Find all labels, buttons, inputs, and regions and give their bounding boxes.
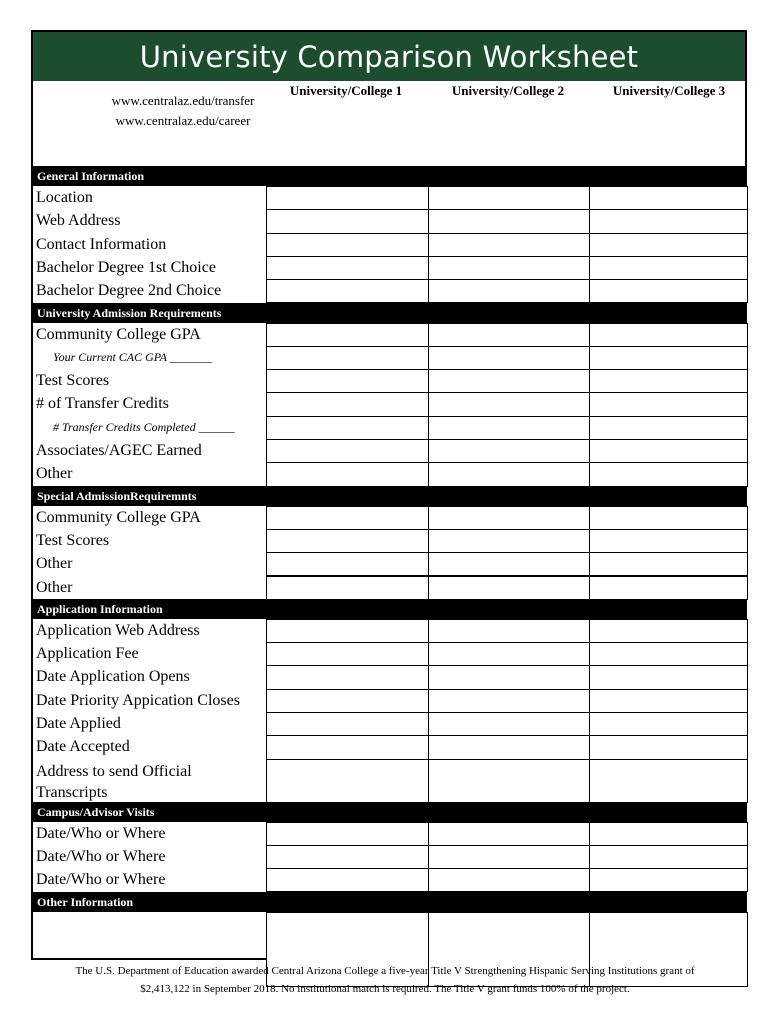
page-title: University Comparison Worksheet (33, 32, 745, 81)
input-cell-2[interactable] (428, 439, 590, 463)
row-label: # Transfer Credits Completed ______ (53, 419, 235, 434)
row-label: Community College GPA (36, 325, 201, 343)
section-header: Other Information (33, 892, 745, 912)
column-header-3: University/College 3 (612, 83, 726, 98)
input-cell-2[interactable] (428, 256, 590, 280)
input-cell-1[interactable] (266, 233, 429, 257)
transfer-link[interactable]: www.centralaz.edu/transfer (111, 93, 255, 108)
input-cell-1[interactable] (266, 256, 429, 280)
input-cell-3[interactable] (589, 506, 748, 530)
input-cell-1[interactable] (266, 439, 429, 463)
input-cell-1[interactable] (266, 323, 429, 347)
input-cell-1[interactable] (266, 392, 429, 416)
input-cell-2[interactable] (428, 576, 590, 600)
row-label: Date Applied (36, 715, 121, 732)
table-row (33, 552, 745, 575)
input-cell-3[interactable] (589, 665, 748, 689)
input-cell-1[interactable] (266, 416, 429, 440)
input-cell-1[interactable] (266, 462, 429, 486)
input-cell-1[interactable] (266, 845, 429, 869)
input-cell-2[interactable] (428, 845, 590, 869)
input-cell-2[interactable] (428, 279, 590, 303)
section-header: Application Information (33, 599, 745, 619)
input-cell-1[interactable] (266, 279, 429, 303)
table-row (33, 529, 745, 552)
input-cell-2[interactable] (428, 323, 590, 347)
input-cell-1[interactable] (266, 712, 429, 736)
input-cell-2[interactable] (428, 665, 590, 689)
input-cell-1[interactable] (266, 642, 429, 666)
column-header-2: University/College 2 (451, 83, 565, 98)
table-row (33, 845, 745, 868)
table-row (33, 868, 745, 891)
input-cell-2[interactable] (428, 233, 590, 257)
input-cell-1[interactable] (266, 689, 429, 713)
input-cell-3[interactable] (589, 279, 748, 303)
row-label: Test Scores (36, 531, 110, 549)
table-row (33, 323, 745, 346)
input-cell-3[interactable] (589, 369, 748, 393)
section-header: General Information (33, 166, 745, 186)
table-row (33, 346, 745, 369)
input-cell-1[interactable] (266, 822, 429, 846)
input-cell-2[interactable] (428, 552, 590, 576)
input-cell-3[interactable] (589, 392, 748, 416)
row-label: Date/Who or Where (36, 847, 166, 865)
input-cell-3[interactable] (589, 576, 748, 600)
row-label: Bachelor Degree 1st Choice (36, 258, 216, 276)
input-cell-1[interactable] (266, 186, 429, 210)
table-row (33, 665, 745, 688)
row-label: Associates/AGEC Earned (36, 442, 202, 459)
footer-line-2: $2,413,122 in September 2018. No institutional match is required. The Title V grant funds 100% of the project. (140, 983, 630, 995)
input-cell-3[interactable] (589, 233, 748, 257)
input-cell-2[interactable] (428, 529, 590, 553)
input-cell-3[interactable] (589, 845, 748, 869)
table-row (33, 392, 745, 415)
row-label: Address to send Official Transcripts (36, 762, 192, 801)
input-cell-2[interactable] (428, 186, 590, 210)
input-cell-1[interactable] (266, 506, 429, 530)
table-row (33, 439, 745, 462)
section-header: Special AdmissionRequiremnts (33, 486, 745, 506)
table-row (33, 619, 745, 642)
input-cell-2[interactable] (428, 735, 590, 759)
input-cell-3[interactable] (589, 209, 748, 233)
input-cell-2[interactable] (428, 209, 590, 233)
table-row (33, 506, 745, 529)
table-row (33, 576, 745, 599)
row-label: # of Transfer Credits (36, 395, 169, 413)
input-cell-2[interactable] (428, 392, 590, 416)
section-header: Campus/Advisor Visits (33, 802, 745, 822)
row-label: Web Address (36, 212, 121, 230)
input-cell-3[interactable] (589, 186, 748, 210)
input-cell-3[interactable] (589, 323, 748, 347)
input-cell-2[interactable] (428, 462, 590, 486)
input-cell-3[interactable] (589, 868, 748, 892)
row-label: Date/Who or Where (36, 824, 166, 842)
table-row (33, 233, 745, 256)
input-cell-3[interactable] (589, 735, 748, 759)
input-cell-1[interactable] (266, 346, 429, 370)
input-cell-3[interactable] (589, 642, 748, 666)
table-row (33, 209, 745, 232)
input-cell-3[interactable] (589, 256, 748, 280)
row-label: Community College GPA (36, 508, 201, 526)
input-cell-3[interactable] (589, 619, 748, 643)
input-cell-1[interactable] (266, 619, 429, 643)
input-cell-3[interactable] (589, 439, 748, 463)
row-label: Date Priority Appication Closes (36, 691, 240, 709)
table-row (33, 416, 745, 439)
worksheet (31, 30, 747, 960)
input-cell-2[interactable] (428, 689, 590, 713)
input-cell-2[interactable] (428, 822, 590, 846)
table-row (33, 642, 745, 665)
input-cell-3[interactable] (589, 346, 748, 370)
input-cell-2[interactable] (428, 506, 590, 530)
input-cell-2[interactable] (428, 868, 590, 892)
row-label: Date/Who or Where (36, 871, 166, 889)
input-cell-3[interactable] (589, 822, 748, 846)
row-label: Other (36, 465, 73, 483)
input-cell-1[interactable] (266, 209, 429, 233)
grant-footer (30, 962, 740, 998)
column-header-1: University/College 1 (289, 83, 403, 98)
input-cell-2[interactable] (428, 642, 590, 666)
table-row (33, 279, 745, 302)
input-cell-1[interactable] (266, 735, 429, 759)
input-cell-1[interactable] (266, 759, 429, 803)
table-row (33, 256, 745, 279)
table-row (33, 822, 745, 845)
input-cell-3[interactable] (589, 416, 748, 440)
row-label: Bachelor Degree 2nd Choice (36, 282, 222, 300)
input-cell-2[interactable] (428, 759, 590, 803)
career-link[interactable]: www.centralaz.edu/career (115, 113, 251, 128)
row-label: Application Fee (36, 645, 139, 663)
input-cell-1[interactable] (266, 868, 429, 892)
input-cell-1[interactable] (266, 665, 429, 689)
input-cell-1[interactable] (266, 529, 429, 553)
table-row (33, 186, 745, 209)
row-label: Application Web Address (36, 621, 200, 639)
input-cell-3[interactable] (589, 712, 748, 736)
input-cell-1[interactable] (266, 552, 429, 576)
input-cell-3[interactable] (589, 529, 748, 553)
input-cell-3[interactable] (589, 552, 748, 576)
row-label: Other (36, 555, 73, 573)
section-header: University Admission Requirements (33, 303, 745, 323)
input-cell-2[interactable] (428, 712, 590, 736)
header-row (33, 81, 745, 166)
table-row (33, 712, 745, 735)
table-row (33, 369, 745, 392)
input-cell-1[interactable] (266, 576, 429, 600)
table-row (33, 735, 745, 758)
input-cell-2[interactable] (428, 369, 590, 393)
input-cell-3[interactable] (589, 689, 748, 713)
row-label: Other (36, 578, 73, 596)
row-label: Date Application Opens (36, 668, 190, 686)
input-cell-2[interactable] (428, 416, 590, 440)
input-cell-2[interactable] (428, 619, 590, 643)
input-cell-3[interactable] (589, 759, 748, 803)
row-label: Location (36, 189, 93, 206)
table-row (33, 759, 745, 802)
row-label: Date Accepted (36, 738, 130, 756)
input-cell-3[interactable] (589, 462, 748, 486)
row-label: Contact Information (36, 235, 167, 253)
input-cell-2[interactable] (428, 346, 590, 370)
row-label: Test Scores (36, 372, 110, 390)
footer-line-1: The U.S. Department of Education awarded Central Arizona College a five-year Title V Strengthening Hispanic Serving Institutions grant of (75, 965, 695, 977)
row-label: Your Current CAC GPA _______ (53, 349, 212, 364)
table-row (33, 462, 745, 485)
input-cell-1[interactable] (266, 369, 429, 393)
table-row (33, 689, 745, 712)
